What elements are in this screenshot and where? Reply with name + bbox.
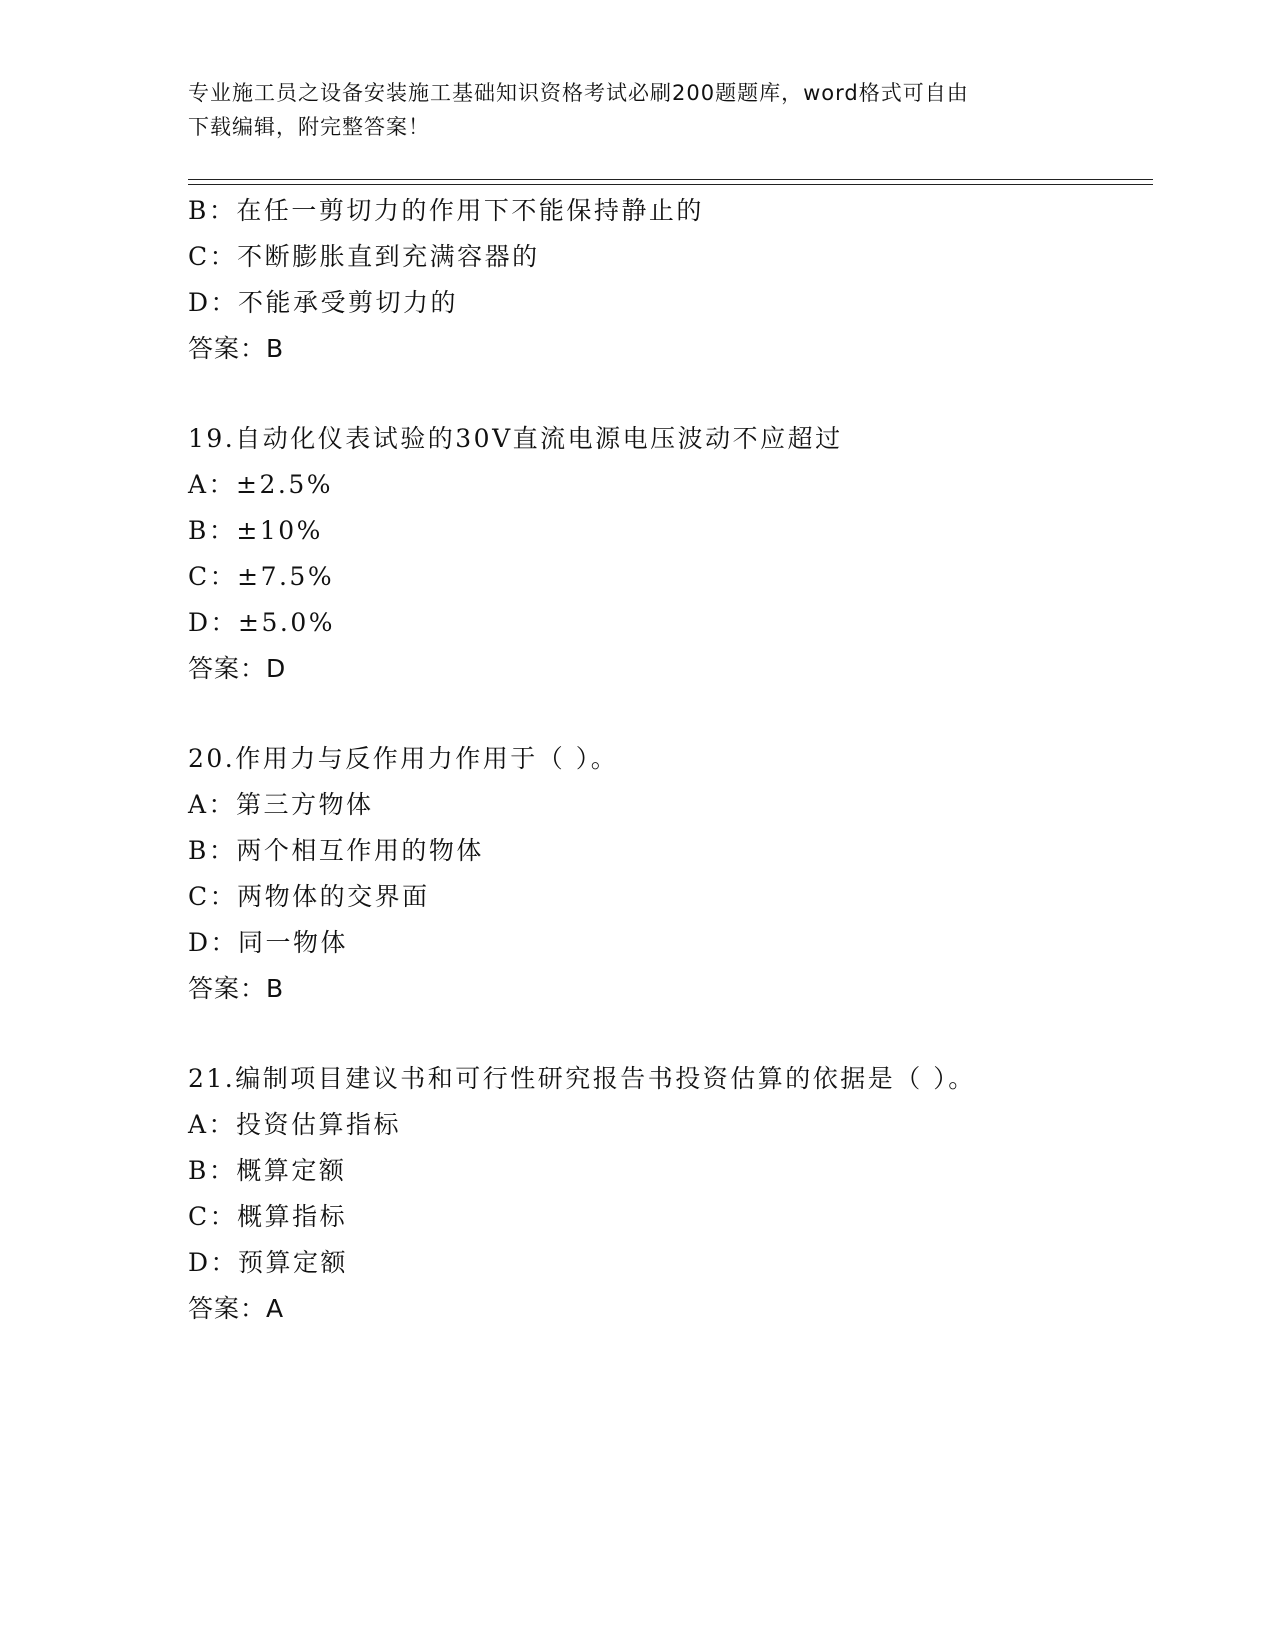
question-spacer	[188, 1012, 1148, 1056]
option-c: C：两物体的交界面	[188, 882, 430, 911]
answer-line: 答案：A	[188, 1294, 285, 1323]
option-d: D：±5.0%	[188, 608, 336, 637]
option-c: C：±7.5%	[188, 562, 335, 591]
option-c: C：概算指标	[188, 1202, 348, 1231]
question-18-continued	[188, 188, 1148, 372]
option-d: D：不能承受剪切力的	[188, 288, 459, 317]
question-stem: 19.自动化仪表试验的30V直流电源电压波动不应超过	[188, 424, 843, 453]
header-line-2: 下载编辑，附完整答案！	[188, 115, 430, 139]
answer-line: 答案：B	[188, 974, 285, 1003]
option-a: A：±2.5%	[188, 470, 334, 499]
option-b: B：±10%	[188, 516, 323, 545]
answer-line: 答案：D	[188, 654, 287, 683]
question-spacer	[188, 692, 1148, 736]
question-20	[188, 736, 1148, 1012]
option-b: B：在任一剪切力的作用下不能保持静止的	[188, 196, 704, 225]
header-line-1: 专业施工员之设备安装施工基础知识资格考试必刷200题题库，word格式可自由	[188, 81, 969, 105]
document-header	[188, 76, 1088, 144]
header-divider-top	[188, 179, 1153, 180]
question-stem: 21.编制项目建议书和可行性研究报告书投资估算的依据是（ ）。	[188, 1064, 976, 1093]
option-b: B：两个相互作用的物体	[188, 836, 484, 865]
question-stem: 20.作用力与反作用力作用于（ ）。	[188, 744, 619, 773]
question-21	[188, 1056, 1148, 1332]
question-spacer	[188, 372, 1148, 416]
header-divider-bottom	[188, 184, 1153, 185]
question-19	[188, 416, 1148, 692]
option-b: B：概算定额	[188, 1156, 347, 1185]
question-list	[188, 188, 1148, 1332]
answer-line: 答案：B	[188, 334, 285, 363]
option-a: A：投资估算指标	[188, 1110, 402, 1139]
option-c: C：不断膨胀直到充满容器的	[188, 242, 540, 271]
option-d: D：预算定额	[188, 1248, 349, 1277]
option-d: D：同一物体	[188, 928, 349, 957]
option-a: A：第三方物体	[188, 790, 374, 819]
